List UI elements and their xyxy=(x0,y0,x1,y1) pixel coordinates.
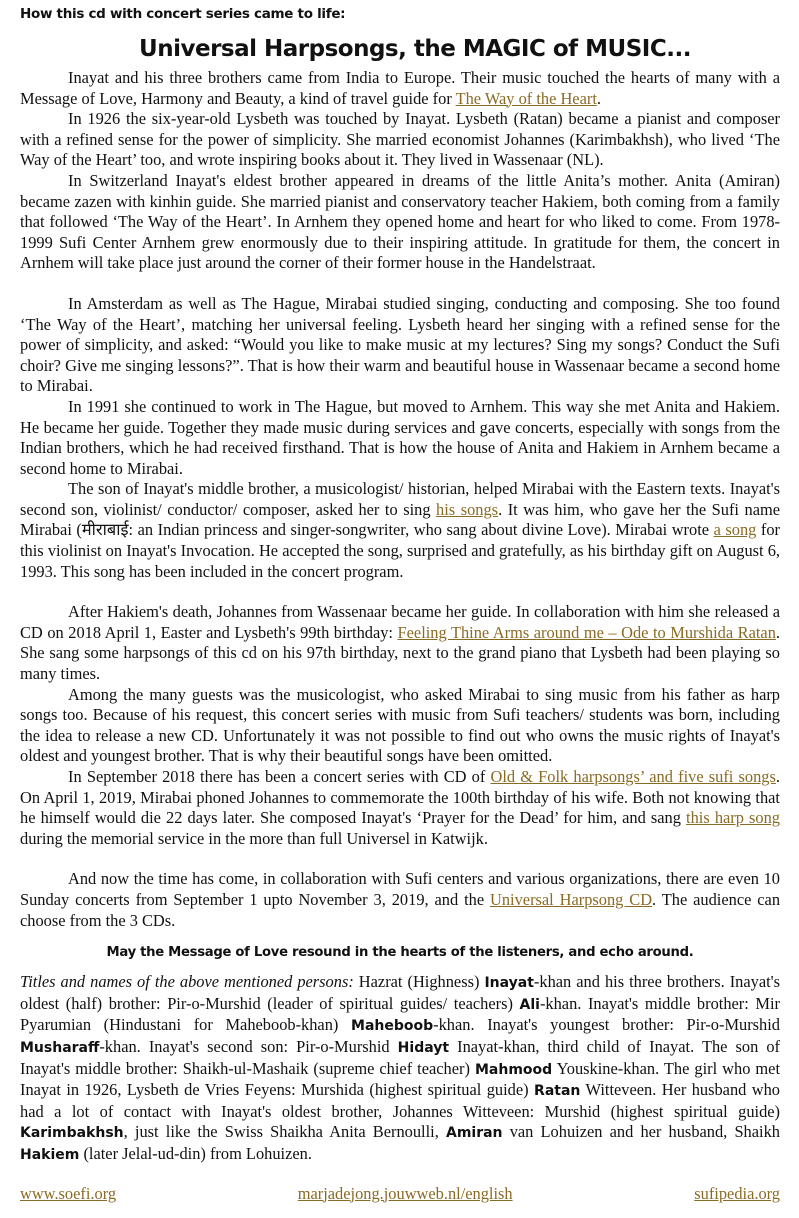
footer-link-sufipedia[interactable]: sufipedia.org xyxy=(694,1183,780,1203)
paragraph-text: Among the many guests was the musicologist, who asked Mirabai to sing music from his father as harp songs too. Because of his request, this concert series with music from Sufi teachers/ students was born, including the idea to release a new CD. Unfortunately it was not possible to find out who owns the music rights of Inayat's oldest and youngest brother. That is why their beautiful songs have been omitted. xyxy=(20,684,780,766)
person-name: Hakiem xyxy=(20,1146,80,1163)
person-name: Mahmood xyxy=(474,1061,553,1078)
story-paragraph xyxy=(20,869,780,931)
persons-text: -khan and his three brothers. Inayat's oldest (half) brother: Pir-o-Murshid (leader of spiritual guides/ teachers) xyxy=(20,972,780,1013)
paragraph-text: In Amsterdam as well as The Hague, Mirabai studied singing, conducting and composing. She too found ‘The Way of the Heart’, matching her universal feeling. Lysbeth heard her singing with a refined sense for the power of simplicity, and asked: “Would you like to make music at my lectures? Sing my songs? Conduct the Sufi choir? Give me singing lessons?”. That is how their warm and beautiful house in Wassenaar became a second home to Mirabai. xyxy=(20,293,780,396)
footer-link-marjadejong[interactable]: marjadejong.jouwweb.nl/english xyxy=(297,1183,513,1203)
paragraph-text: Inayat and his three brothers came from India to Europe. Their music touched the hearts of many with a Message of Love, Harmony and Beauty, a kind of travel guide for xyxy=(20,68,780,108)
person-name: Karimbakhsh xyxy=(20,1125,124,1142)
paragraph-text: . xyxy=(596,88,601,108)
person-name: Amiran xyxy=(445,1125,503,1142)
paragraph-text: In Switzerland Inayat's eldest brother appeared in dreams of the little Anita’s mother. Anita (Amiran) became zazen with kinhin guide. She married pianist and conservatory teacher Hakiem, both coming from a family that followed ‘The Way of the Heart’. In Arnhem they opened home and heart for who liked to come. From 1978-1999 Sufi Center Arnhem grew enormously due to their inspiring attitude. In gratitude for them, the concert in Arnhem will take place just around the corner of their former house in the Handelstraat. xyxy=(20,170,780,273)
footer-link-soefi[interactable]: www.soefi.org xyxy=(20,1183,117,1203)
story-paragraph xyxy=(20,109,780,171)
inline-link[interactable]: this harp song xyxy=(686,808,781,828)
persons-section xyxy=(20,972,780,1165)
paragraph-text: In September 2018 there has been a concert series with CD of xyxy=(68,767,491,786)
person-name: Maheboob xyxy=(351,1018,434,1035)
story-paragraph xyxy=(20,171,780,274)
document-page xyxy=(20,0,780,1218)
paragraph-text: for this violinist on Inayat's Invocation. He accepted the song, surprised and gratefully, as his birthday gift on August 6, 1993. This song has been included in the concert program. xyxy=(20,520,780,581)
persons-text: (later Jelal-ud-din) from Lohuizen. xyxy=(79,1143,312,1163)
paragraph-text: . The audience can choose from the 3 CDs. xyxy=(20,889,781,930)
kicker-heading: How this cd with concert series came to life: xyxy=(20,6,346,22)
persons-text: Youskine-khan. The girl who met Inayat in 1926, Lysbeth de Vries Feyens: Murshida (highest spiritual guide) xyxy=(20,1058,781,1100)
person-name: Musharaff xyxy=(20,1039,100,1056)
person-name: Ratan xyxy=(534,1083,581,1100)
persons-intro: Titles and names of the above mentioned persons: xyxy=(20,972,354,992)
person-name: Hidayt xyxy=(397,1039,450,1056)
inline-link[interactable]: Old & Folk harpsongs’ and five sufi songs xyxy=(490,767,776,786)
footer xyxy=(20,1184,780,1205)
person-name: Ali xyxy=(519,996,540,1013)
inline-link[interactable]: Universal Harpsong CD xyxy=(490,889,653,909)
persons-text: Hazrat (Highness) xyxy=(353,972,485,992)
person-name: Inayat xyxy=(484,975,534,992)
inline-link[interactable]: Feeling Thine Arms around me – Ode to Murshida Ratan xyxy=(397,622,776,642)
paragraph-text: The son of Inayat's middle brother, a musicologist/ historian, helped Mirabai with the Eastern texts. Inayat's second son, violinist/ conductor/ composer, asked her to sing xyxy=(20,479,780,519)
inline-link[interactable]: a song xyxy=(713,520,757,540)
story-body xyxy=(20,68,780,931)
paragraph-text: . On April 1, 2019, Mirabai phoned Johannes to commemorate the 100th birthday of his wife. Both not knowing that he himself would die 22 days later. She composed Inayat's ‘Prayer for the Dead’ for him, and sang xyxy=(20,767,780,828)
motto: May the Message of Love resound in the hearts of the listeners, and echo around. xyxy=(106,945,694,961)
paragraph-text: And now the time has come, in collaboration with Sufi centers and various organizations, there are even 10 Sunday concerts from September 1 upto November 3, 2019, and the xyxy=(20,869,780,909)
story-paragraph xyxy=(20,602,780,684)
story-paragraph xyxy=(20,479,780,582)
paragraph-text: In 1926 the six-year-old Lysbeth was touched by Inayat. Lysbeth (Ratan) became a pianist and composer with a refined sense for the power of simplicity. She married economist Johannes (Karimbakhsh), who lived ‘The Way of the Heart’ too, and wrote inspiring books about it. They lived in Wassenaar (NL). xyxy=(20,109,780,170)
persons-text: -khan. Inayat's youngest brother: Pir-o-Murshid xyxy=(433,1015,780,1035)
inline-link[interactable]: his songs xyxy=(436,499,499,519)
story-paragraph xyxy=(20,685,780,767)
inline-link[interactable]: The Way of the Heart xyxy=(455,88,597,108)
persons-text: Inayat-khan, third child of Inayat. The son of Inayat's middle brother: Shaikh-ul-Mashaik (supreme chief teacher) xyxy=(20,1036,780,1078)
page-title: Universal Harpsongs, the MAGIC of MUSIC... xyxy=(139,36,691,62)
paragraph-text: during the memorial service in the more than full Universel in Katwijk. xyxy=(20,828,488,848)
story-paragraph xyxy=(20,767,780,849)
paragraph-text: After Hakiem's death, Johannes from Wassenaar became her guide. In collaboration with him she released a CD on 2018 April 1, Easter and Lysbeth's 99th birthday: xyxy=(20,602,780,642)
persons-text: -khan. Inayat's middle brother: Mir Pyarumian (Hindustani for Maheboob-khan) xyxy=(20,993,780,1035)
paragraph-text: In 1991 she continued to work in The Hague, but moved to Arnhem. This way she met Anita and Hakiem. He became her guide. Together they made music during services and gave concerts, especially with songs from the Indian brothers, which he had received firsthand. That is how the house of Anita and Hakiem in Arnhem became a second home to Mirabai. xyxy=(20,396,780,478)
persons-paragraph xyxy=(20,972,780,1165)
story-paragraph xyxy=(20,294,780,397)
story-paragraph xyxy=(20,68,780,109)
persons-text: van Lohuizen and her husband, Shaikh xyxy=(502,1122,780,1142)
persons-text: , just like the Swiss Shaikha Anita Bernoulli, xyxy=(123,1122,446,1142)
paragraph-text: . It was him, who gave her the Sufi name Mirabai (मीराबाई: an Indian princess and singer-songwriter, who sang about divine Love). Mirabai wrote xyxy=(20,499,780,540)
persons-text: -khan. Inayat's second son: Pir-o-Murshid xyxy=(99,1036,398,1056)
paragraph-text: . She sang some harpsongs of this cd on his 97th birthday, next to the grand piano that Lysbeth had been playing so many times. xyxy=(20,622,780,684)
persons-text: Witteveen. Her husband who had a lot of contact with Inayat's oldest brother, Johannes Witteveen: Murshid (highest spiritual guide) xyxy=(20,1080,781,1121)
story-paragraph xyxy=(20,397,780,479)
